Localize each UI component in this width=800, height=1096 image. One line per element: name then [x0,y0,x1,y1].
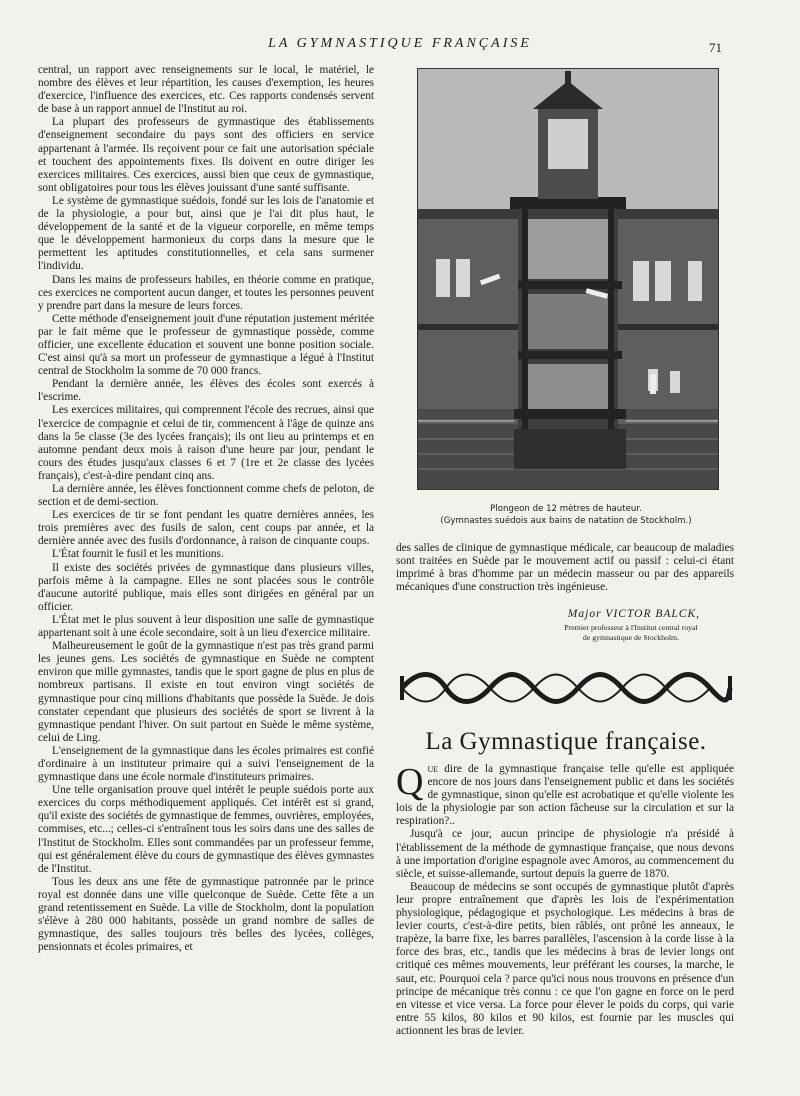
paragraph: Cette méthode d'enseignement jouit d'une réputation justement méritée par le fait même que le professeur de gymnastique possède, comme officier, une excellente éducation et souvent une bonne position sociale. C'est ainsi qu'à sa mort un professeur de gymnastique a légué à l'Institut central de Stockholm la somme de 70 000 francs. [38,312,374,378]
figure-caption [396,503,736,527]
paragraph-text: dire de la gymnastique française telle qu'elle est appliquée encore de nos jours dans l'enseignement public et dans les sociétés de gymnastique, sinon qu'elle est acrobatique et qu'elle violente les lois de la physiologie par son action fâcheuse sur la circulation et sur la respiration?.. [396,763,734,828]
drop-cap: Q [396,761,424,803]
paragraph: La dernière année, les élèves fonctionnent comme chefs de peloton, de section et de demi-section. [38,483,374,509]
author-signature [396,608,736,643]
paragraph: Malheureusement le goût de la gymnastique n'est pas très grand parmi les jeunes gens. Les sociétés de gymnastique en Suède ne comptent environ que mille gymnastes, tandis que le sport gagne de plus en plus de nombreux partisans. Il existe en tout environ vingt sociétés de gymnastique pour cinq millions d'habitants que possède la Suède. Je dois constater cependant que plusieurs des sociétés de sport se livrent à la gymnastique pendant l'hiver. On suit partout en Suède le même système, celui de Ling. [38,640,374,744]
article-body [396,763,734,1038]
author-name: Major VICTOR BALCK, [567,608,700,620]
caption-line: Plongeon de 12 mètres de hauteur. [490,504,642,514]
ornamental-divider [398,668,734,708]
paragraph: Les exercices militaires, qui comprennent l'école des recrues, ainsi que l'exercice de compagnie et celui de tir, commencent à l'âge de quinze ans dans la 5e classe (3e des lycées français); ils ont lieu au printemps et en automne pendant deux mois à raison d'une heure par jour, pendant le cours des études jusqu'aux classes 6 et 7 (1re et 2e classe des lycées français), c'est-à-dire pendant cinq ans. [38,404,374,482]
paragraph: La plupart des professeurs de gymnastique des établissements d'enseignement secondaire du pays sont des officiers en service appartenant à l'armée. Ils reçoivent pour ce fait une autorisation spéciale et touchent des appointements fixes. Ils doivent en outre diriger les exercices militaires. Ces exercices, aussi bien que ceux de gymnastique, sont obligatoires pour tous les élèves jouissant d'une santé suffisante. [38,116,374,194]
paragraph: central, un rapport avec renseignements sur le local, le matériel, le nombre des élèves et leur répartition, les causes d'exemption, les heures d'exercice, l'influence des exercices, etc. Ces rapports condensés servent de base à un rapport annuel de l'Institut au roi. [38,64,374,116]
paragraph: des salles de clinique de gymnastique médicale, car beaucoup de maladies sont traitées en Suède par le mouvement actif ou passif : celui-ci étant imprimé à bras d'homme par un médecin masseur ou par des appareils mécaniques d'une construction très ingénieuse. [396,542,734,594]
paragraph: Il existe des sociétés privées de gymnastique dans plusieurs villes, parfois même à la campagne. Elles ne sont placées sous le contrôle d'aucune autorité publique, mais elles sont dirigées en général par un officier. [38,561,374,613]
author-role-line: de gymnastique de Stockholm. [582,633,680,642]
paragraph [396,763,734,828]
paragraph: Dans les mains de professeurs habiles, en théorie comme en pratique, ces exercices ne comportent aucun danger, et toutes les personnes peuvent y prendre part dans la mesure de leurs forces. [38,273,374,312]
left-column [38,64,374,954]
paragraph: Beaucoup de médecins se sont occupés de gymnastique plutôt d'après leur propre entraînement que d'après les lois de l'expérimentation physiologique, pédagogique et psychologique. Les médecins à bras de levier courts, c'est-à-dire petits, bien râblés, ont prôné les anneaux, le trapèze, la barre fixe, les barres parallèles, l'ascension à la corde lisse à la force des bras, etc., tandis que les médecins à bras de levier longs ont critiqué ces mêmes mouvements, leur préférant les courses, la marche, le saut, etc. Pourquoi cela ? parce qu'ici nous nous trouvons en présence d'un principe de mécanique très connu : ce que l'on gagne en force on le perd en vitesse et vice versa. La force pour élever le poids du corps, qui varie entre 55 kilos, 80 kilos et 90 kilos, est fournie par les muscles qui actionnent les bras de levier. [396,880,734,1037]
paragraph: Le système de gymnastique suédois, fondé sur les lois de l'anatomie et de la physiologie, a pour but, ainsi que je l'ai dit plus haut, le développement de la santé et de la vigueur corporelle, en même temps que le développement harmonieux du corps dans la mesure que le permettent les aptitudes constitutionnelles, et cela sans surmener l'individu. [38,194,374,273]
page-number: 71 [709,40,722,55]
paragraph: L'enseignement de la gymnastique dans les écoles primaires est confié d'ordinaire à un instituteur primaire qui a suivi l'enseignement de la gymnastique dans une école normale d'instituteurs primaires. [38,744,374,784]
paragraph: L'État met le plus souvent à leur disposition une salle de gymnastique appartenant soit à une école secondaire, soit à un lieu d'exercice militaire. [38,613,374,640]
paragraph: Une telle organisation prouve quel intérêt le peuple suédois porte aux exercices du corps méthodiquement appliqués. Cet intérêt est si grand, qu'il existe des sociétés de gymnastique de femmes, ouvrières, employées, commises, etc...; celles-ci s'entraînent tous les soirs dans une des salles de l'Institut de Stockholm. Elles sont commandées par un professeur femme, qui est généralement élève du cours de gymnastique des élèves gymnastes de l'Institut. [38,784,374,875]
paragraph: L'État fournit le fusil et les munitions. [52,548,224,561]
article-title: La Gymnastique française. [425,728,707,755]
running-title: LA GYMNASTIQUE FRANÇAISE [268,36,532,51]
author-role-line: Premier professeur à l'Institut central royal [564,623,698,632]
author-role [396,623,736,643]
lead-word: ue [427,763,439,775]
paragraph: Jusqu'à ce jour, aucun principe de physiologie n'a présidé à l'établissement de la méthode de gymnastique française, que nous devons à une importation d'origine espagnole avec Amoros, au commencement du siècle, et suisse-allemande, surtout depuis la guerre de 1870. [396,828,734,880]
paragraph: Tous les deux ans une fête de gymnastique patronnée par le prince royal est donnée dans une ville quelconque de Suède. Cette fête a un grand retentissement en Suède. La ville de Stockholm, dont la population s'élève à 280 000 habitants, possède un grand nombre de salles de gymnastique, des salles toujours très belles des lycées, collèges, pensionnats et écoles primaires, et [38,875,374,954]
caption-line: (Gymnastes suédois aux bains de natation de Stockholm.) [440,516,692,526]
paragraph: Les exercices de tir se font pendant les quatre dernières années, les trois premières avec des fusils de salon, cent coups par année, et la dernière année avec des fusils d'ordonnance, à raison de cinquante coups. [38,509,374,548]
diving-tower-photo [417,68,719,490]
right-column-top [396,542,734,594]
paragraph: Pendant la dernière année, les élèves des écoles sont exercés à l'escrime. [38,378,374,404]
